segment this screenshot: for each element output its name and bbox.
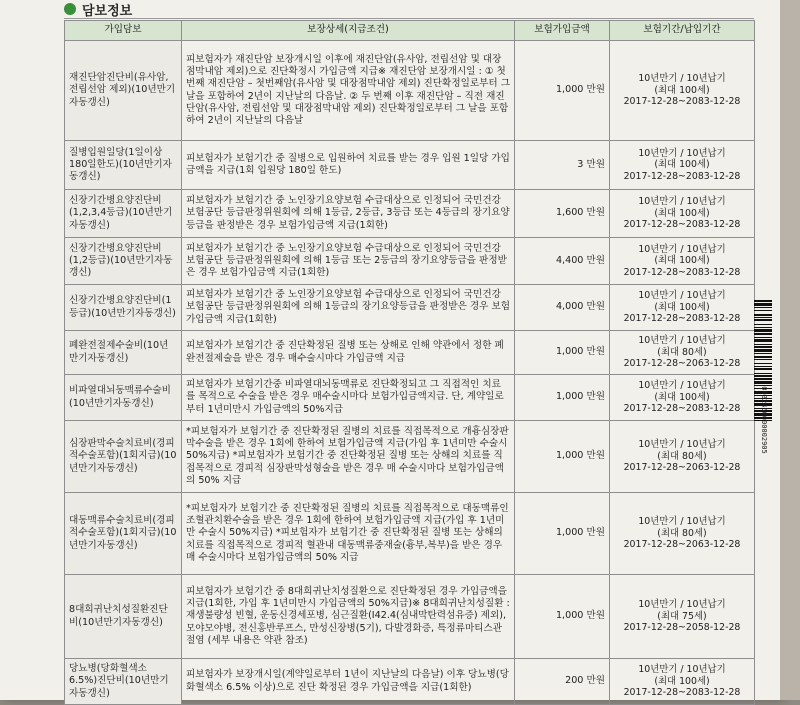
period-dates: 2017-12-28~2063-12-28 [623, 539, 741, 551]
period-max-age: (최대 100세) [654, 301, 710, 313]
table-row [65, 375, 755, 421]
period-dates: 2017-12-28~2083-12-28 [623, 96, 741, 108]
coverage-period [610, 421, 755, 493]
coverage-detail: *피보험자가 보험기간 중 진단확정된 질병의 치료를 직접목적으로 개흉심장판막수술을 받은 경우 1회에 한하여 보험가입금액 지급(가입 후 1년미만 수술시 50%지급) *피보험자가 보험기간 중 진단확정된 질병 또는 상해의 치료를 직접목적으로 경피적 심장판막성형술을 받은 경우 매 수술시마다 보험가입금액의 50% 지급 [182, 421, 515, 493]
coverage-name: 비파열대뇌동맥류수술비(10년만기자동갱신) [65, 375, 182, 421]
period-dates: 2017-12-28~2063-12-28 [623, 358, 741, 370]
period-term: 10년만기 / 10년납기 [638, 196, 726, 208]
period-term: 10년만기 / 10년납기 [638, 599, 726, 611]
period-term: 10년만기 / 10년납기 [638, 73, 726, 85]
coverage-name: 신장기간병요양진단비(1,2등급)(10년만기자동갱신) [65, 238, 182, 285]
table-row [65, 493, 755, 575]
period-dates: 2017-12-28~2058-12-28 [623, 622, 741, 634]
period-dates: 2017-12-28~2063-12-28 [623, 462, 741, 474]
section-header [64, 0, 132, 18]
period-term: 10년만기 / 10년납기 [638, 439, 726, 451]
coverage-period [610, 41, 755, 141]
coverage-amount: 3 만원 [515, 141, 610, 190]
coverage-amount: 1,000 만원 [515, 331, 610, 375]
table-row [65, 238, 755, 285]
coverage-detail: 피보험자가 보험기간 중 진단확정된 질병 또는 상해로 인해 약관에서 정한 폐 완전절제술을 받은 경우 매수술시마다 가입금액 지급 [182, 331, 515, 375]
table-row [65, 41, 755, 141]
period-dates: 2017-12-28~2083-12-28 [623, 266, 741, 278]
period-max-age: (최대 80세) [657, 527, 707, 539]
table-row [65, 659, 755, 705]
coverage-amount: 200 만원 [515, 659, 610, 705]
period-term: 10년만기 / 10년납기 [638, 664, 726, 676]
background-surface [780, 0, 800, 700]
period-max-age: (최대 100세) [654, 255, 710, 267]
header-amount: 보험가입금액 [515, 21, 610, 41]
coverage-period [610, 575, 755, 659]
coverage-detail: 피보험자가 보험기간 중 질병으로 입원하여 치료를 받는 경우 입원 1일당 가입금액을 지급(1회 입원당 180일 한도) [182, 141, 515, 190]
coverage-name: 폐완전절제수술비(10년만기자동갱신) [65, 331, 182, 375]
coverage-name: 질병입원일당(1일이상180일한도)(10년만기자동갱신) [65, 141, 182, 190]
period-term: 10년만기 / 10년납기 [638, 290, 726, 302]
coverage-period [610, 331, 755, 375]
period-max-age: (최대 100세) [654, 675, 710, 687]
section-divider [64, 18, 754, 19]
period-dates: 2017-12-28~2083-12-28 [623, 219, 741, 231]
coverage-period [610, 285, 755, 331]
period-dates: 2017-12-28~2083-12-28 [623, 313, 741, 325]
coverage-detail: 피보험자가 보험기간 중 노인장기요양보험 수급대상으로 인정되어 국민건강보험공단 등급판정위원회에 의해 1등급, 2등급, 3등급 또는 4등급의 장기요양등급을 판정받은 경우 보험가입금액 지급(1회한) [182, 190, 515, 238]
coverage-period [610, 659, 755, 705]
header-details: 보장상세(지급조건) [182, 21, 515, 41]
table-row [65, 141, 755, 190]
table-row [65, 421, 755, 493]
section-bullet-icon [64, 3, 76, 15]
period-max-age: (최대 100세) [654, 207, 710, 219]
coverage-amount: 1,000 만원 [515, 493, 610, 575]
period-term: 10년만기 / 10년납기 [638, 516, 726, 528]
period-max-age: (최대 80세) [657, 346, 707, 358]
coverage-period [610, 190, 755, 238]
period-term: 10년만기 / 10년납기 [638, 147, 726, 159]
coverage-detail: 피보험자가 보험기간 중 8대희귀난치성질환으로 진단확정된 경우 가입금액을 지급(1회한, 가입 후 1년미만시 가입금액의 50%지급)※ 8대희귀난치성질환 : 재생불량성 빈혈, 운동신경세포병, 심근질환(I42.4(심내막탄력섬유증) 제외), 모야모야병, 전신홍반루프스, 만성신장병(5기), 다발경화증, 특정류마티스관절염 (세부 내용은 약관 참조) [182, 575, 515, 659]
coverage-detail: 피보험자가 보험기간중 비파열대뇌동맥류로 진단확정되고 그 직접적인 치료를 목적으로 수술을 받은 경우 매수술시마다 보험가입금액지급. 단, 계약일로부터 1년미만시 가입금액의 50%지급 [182, 375, 515, 421]
coverage-amount: 4,000 만원 [515, 285, 610, 331]
coverage-name: 신장기간병요양진단비(1,2,3,4등급)(10년만기자동갱신) [65, 190, 182, 238]
coverage-detail: 피보험자가 보험기간 중 노인장기요양보험 수급대상으로 인정되어 국민건강보험공단 등급판정위원회에 의해 1등급의 장기요양등급을 판정받은 경우 보험가입금액 지급(1회한) [182, 285, 515, 331]
coverage-amount: 1,000 만원 [515, 375, 610, 421]
coverage-name: 당뇨병(당화혈색소 6.5%)진단비(10년만기자동갱신) [65, 659, 182, 705]
coverage-amount: 1,600 만원 [515, 190, 610, 238]
coverage-amount: 4,400 만원 [515, 238, 610, 285]
coverage-name: 대동맥류수술치료비(경피적수술포함)(1회지급)(10년만기자동갱신) [65, 493, 182, 575]
table-row [65, 285, 755, 331]
coverage-period [610, 493, 755, 575]
period-max-age: (최대 75세) [657, 610, 707, 622]
table-row [65, 331, 755, 375]
coverage-amount: 1,000 만원 [515, 41, 610, 141]
table-row [65, 190, 755, 238]
period-term: 10년만기 / 10년납기 [638, 243, 726, 255]
table-row [65, 575, 755, 659]
coverage-name: 8대희귀난치성질환진단비(10년만기자동갱신) [65, 575, 182, 659]
period-max-age: (최대 80세) [657, 450, 707, 462]
coverage-period [610, 238, 755, 285]
header-coverage: 가입담보 [65, 21, 182, 41]
coverage-amount: 1,000 만원 [515, 575, 610, 659]
period-dates: 2017-12-28~2083-12-28 [623, 403, 741, 415]
coverage-table [64, 20, 755, 705]
coverage-period [610, 375, 755, 421]
section-title: 담보정보 [82, 3, 133, 19]
coverage-name: 재진단암진단비(유사암,전립선암 제외)(10년만기자동갱신) [65, 41, 182, 141]
coverage-detail: 피보험자가 재진단암 보장개시일 이후에 재진단암(유사암, 전립선암 및 대장점막내암 제외)으로 진단확정시 가입금액 지급※ 재진단암 보장개시일 : ① 첫 번째 재진단암 – 첫번째암(유사암 및 대장점막내암 제외) 진단확정일로부터 그 날을 포함하여 2년이 지난날의 다음날. ② 두 번째 이후 재진단암 – 직전 재진단암(유사암, 전립선암 및 대장점막내암 제외) 진단확정일로부터 그 날을 포함하여 2년이 지난날의 다음날 [182, 41, 515, 141]
coverage-detail: *피보험자가 보험기간 중 진단확정된 질병의 치료를 직접목적으로 대동맥류인조혈관치환수술을 받은 경우 1회에 한하여 보험가입금액 지급(가입 후 1년미만 수술시 50%지급) *피보험자가 보험기간 중 진단확정된 질병 또는 상해의 치료를 직접목적으로 경피적 혈관내 대동맥류중재술(흉부,복부)을 받은 경우 매 수술시마다 보험가입금액의 50% 지급 [182, 493, 515, 575]
barcode-number: 0032450000002905 [760, 386, 768, 454]
period-max-age: (최대 100세) [654, 159, 710, 171]
coverage-detail: 피보험자가 보험기간 중 노인장기요양보험 수급대상으로 인정되어 국민건강보험공단 등급판정위원회에 의해 1등급 또는 2등급의 장기요양등급을 판정받은 경우 보험가입금액 지급(1회한) [182, 238, 515, 285]
coverage-amount: 1,000 만원 [515, 421, 610, 493]
period-dates: 2017-12-28~2083-12-28 [623, 170, 741, 182]
period-term: 10년만기 / 10년납기 [638, 380, 726, 392]
coverage-name: 심장판막수술치료비(경피적수술포함)(1회지급)(10년만기자동갱신) [65, 421, 182, 493]
coverage-name: 신장기간병요양진단비(1등급)(10년만기자동갱신) [65, 285, 182, 331]
period-term: 10년만기 / 10년납기 [638, 335, 726, 347]
period-max-age: (최대 100세) [654, 84, 710, 96]
coverage-period [610, 141, 755, 190]
header-period: 보험기간/납입기간 [610, 21, 755, 41]
table-header-row [65, 21, 755, 41]
period-max-age: (최대 100세) [654, 391, 710, 403]
coverage-detail: 피보험자가 보장개시일(계약일로부터 1년이 지난날의 다음날) 이후 당뇨병(당화혈색소 6.5% 이상)으로 진단 확정된 경우 가입금액을 지급(1회한) [182, 659, 515, 705]
period-dates: 2017-12-28~2083-12-28 [623, 687, 741, 699]
